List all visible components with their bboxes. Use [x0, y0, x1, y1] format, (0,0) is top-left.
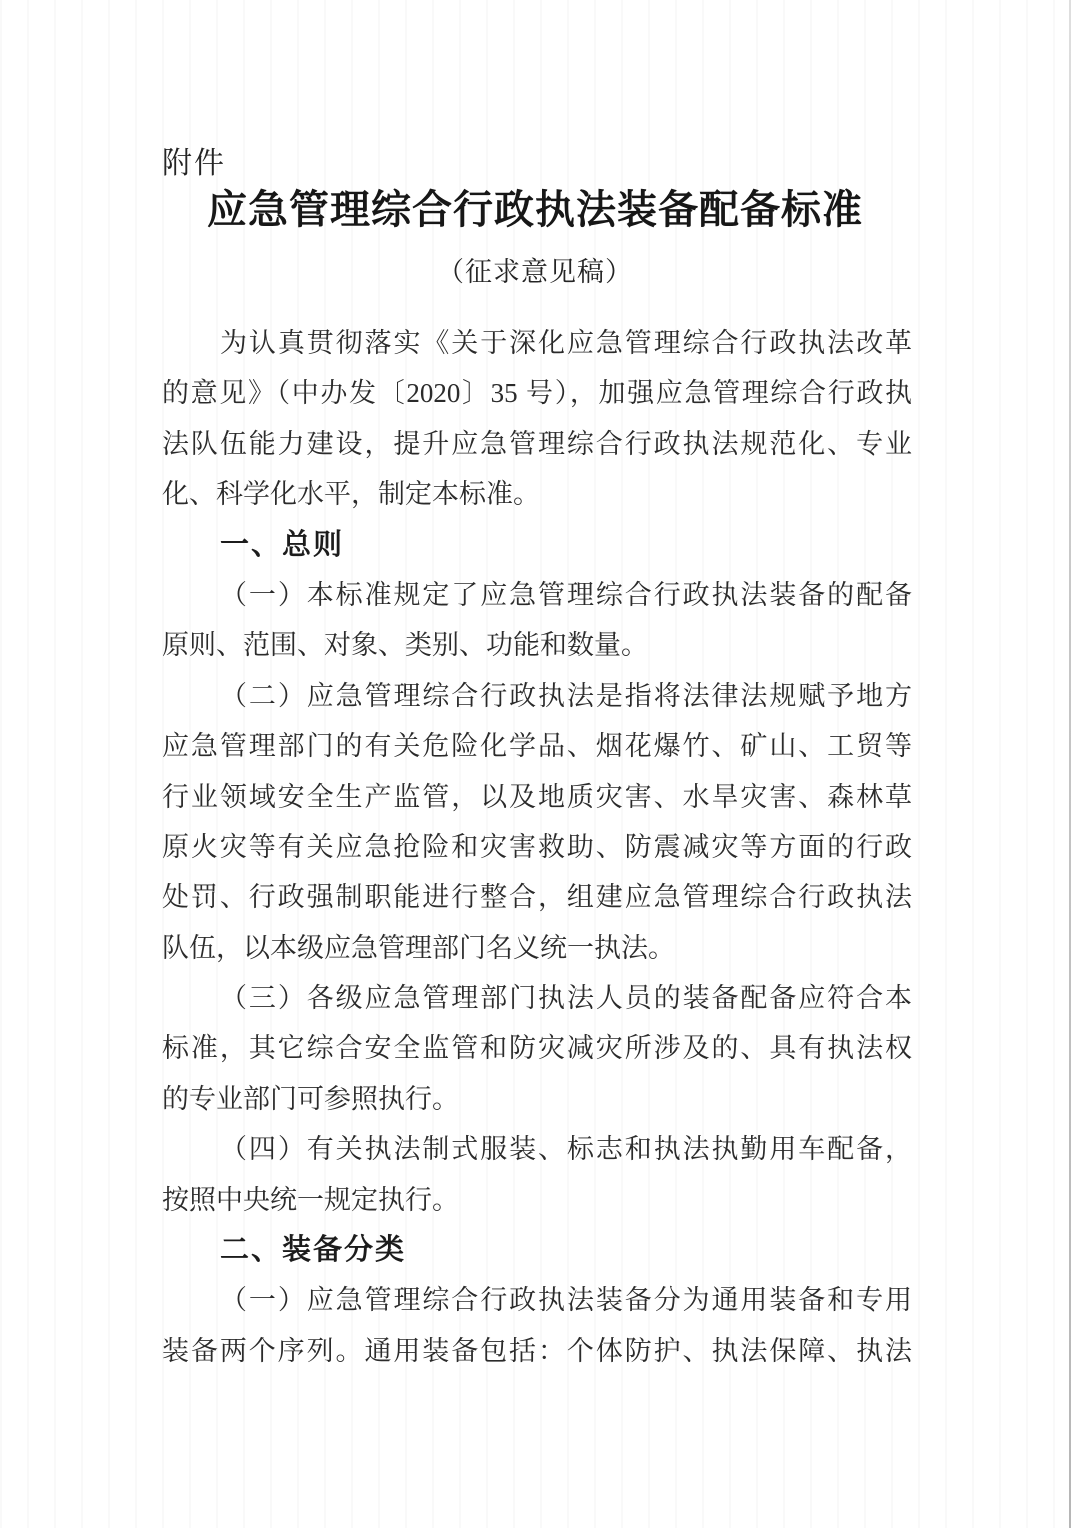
body-line: 的专业部门可参照执行。: [162, 1083, 459, 1114]
body-line: 标准，其它综合安全监管和防灾减灾所涉及的、具有执法权: [162, 1033, 912, 1064]
body-line: 按照中央统一规定执行。: [162, 1184, 459, 1215]
body-line: 为认真贯彻落实《关于深化应急管理综合行政执法改革: [220, 328, 912, 358]
body-line: 处罚、行政强制职能进行整合，组建应急管理综合行政执法: [162, 882, 912, 913]
body-line: 原火灾等有关应急抢险和灾害救助、防震减灾等方面的行政: [162, 831, 912, 862]
body-line: 装备两个序列。通用装备包括：个体防护、执法保障、执法: [162, 1335, 912, 1366]
document-title: 应急管理综合行政执法装备配备标准: [207, 187, 863, 232]
document-body: [162, 318, 912, 1376]
body-line: 法队伍能力建设，提升应急管理综合行政执法规范化、专业: [162, 428, 912, 459]
body-line: 的意见》（中办发〔2020〕35 号），加强应急管理综合行政执: [162, 378, 912, 409]
section-heading-general-rules: 一、总则: [220, 528, 345, 561]
body-line: 行业领域安全生产监管，以及地质灾害、水旱灾害、森林草: [162, 781, 912, 812]
body-line: （四）有关执法制式服装、标志和执法执勤用车配备，: [220, 1134, 912, 1165]
body-line: 应急管理部门的有关危险化学品、烟花爆竹、矿山、工贸等: [162, 731, 912, 762]
body-line: （一）本标准规定了应急管理综合行政执法装备的配备: [220, 579, 912, 610]
section-heading-equipment-classification: 二、装备分类: [220, 1234, 407, 1267]
body-line: 化、科学化水平，制定本标准。: [162, 479, 540, 510]
document-subtitle: （征求意见稿）: [437, 257, 633, 287]
body-line: 队伍，以本级应急管理部门名义统一执法。: [162, 932, 675, 963]
body-line: （二）应急管理综合行政执法是指将法律法规赋予地方: [220, 680, 912, 711]
body-line: （一）应急管理综合行政执法装备分为通用装备和专用: [220, 1285, 912, 1316]
body-line: 原则、范围、对象、类别、功能和数量。: [162, 630, 648, 661]
attachment-label: 附件: [162, 147, 226, 180]
body-line: （三）各级应急管理部门执法人员的装备配备应符合本: [220, 983, 912, 1014]
